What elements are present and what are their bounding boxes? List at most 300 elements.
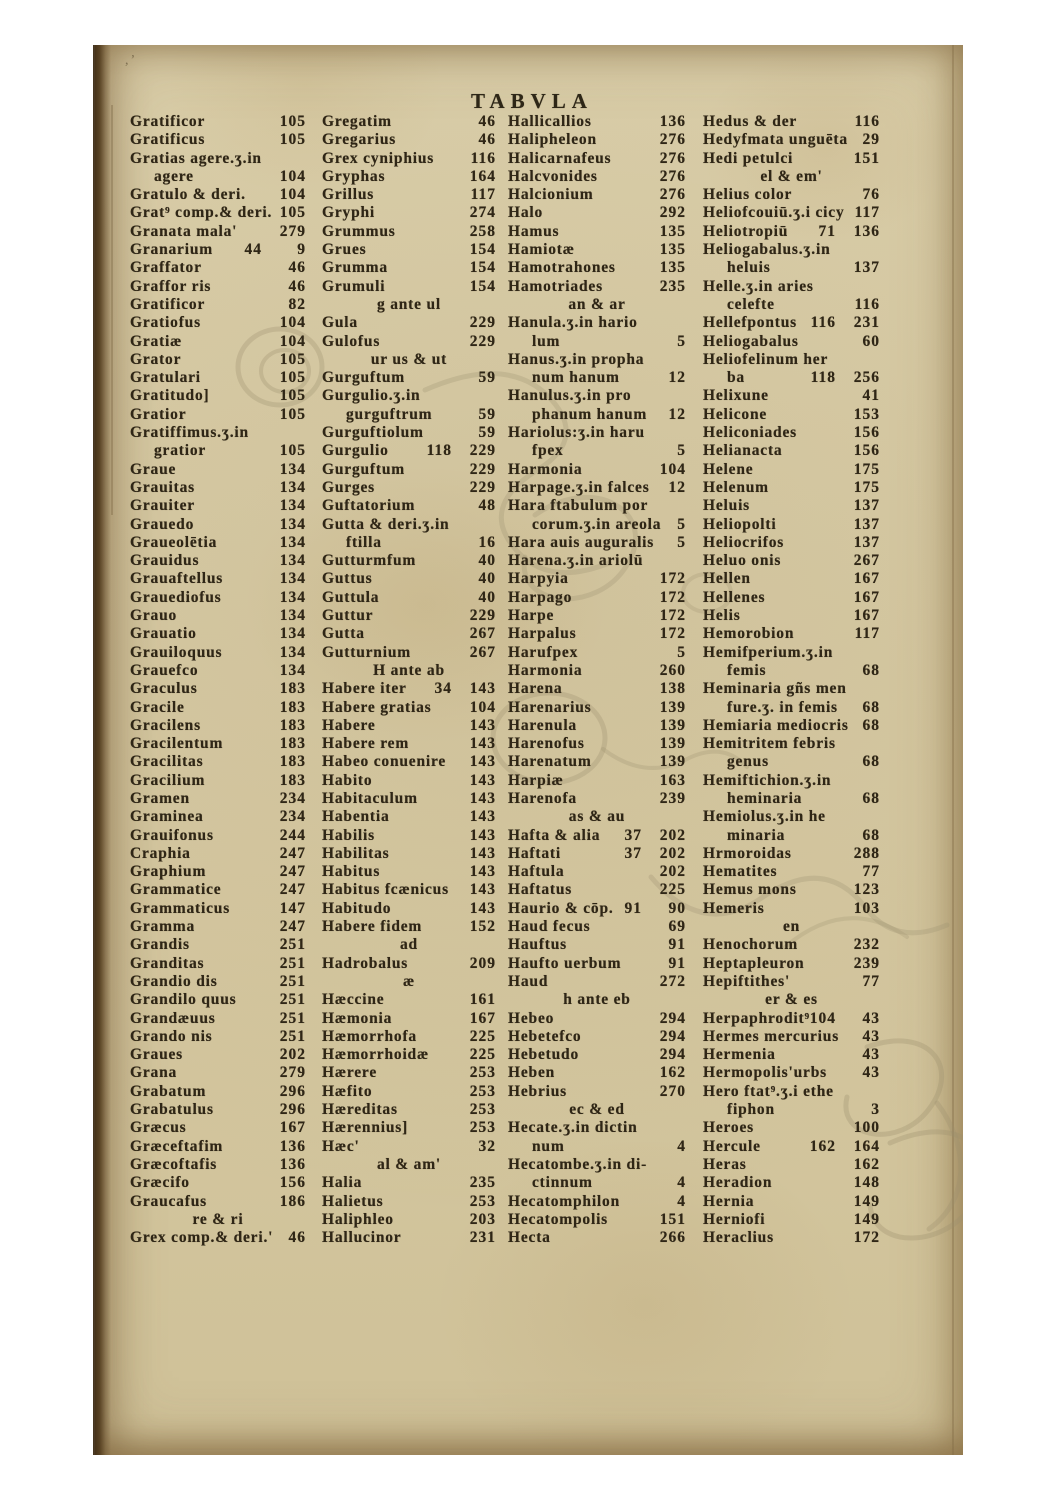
entry-term: Granarium — [130, 241, 213, 259]
entry-term: Haufto uerbum — [508, 954, 622, 972]
entry-page-number: 105 — [279, 387, 306, 405]
index-entry — [130, 881, 306, 899]
entry-page-number: 59 — [478, 405, 496, 423]
index-entry — [322, 150, 496, 168]
entry-page-number: 183 — [279, 716, 306, 734]
index-entry — [130, 936, 306, 954]
entry-term: Gryphi — [322, 204, 376, 222]
entry-term: Harmonia — [508, 460, 583, 478]
entry-page-number: 59 — [478, 424, 496, 442]
entry-term: Herpaphrodit⁹ — [703, 1009, 810, 1027]
entry-term: Hallucinor — [322, 1229, 402, 1247]
entry-term: Grauedo — [130, 515, 195, 533]
index-entry — [322, 333, 496, 351]
entry-page-number: 137 — [853, 515, 880, 533]
entry-page-number: 296 — [279, 1101, 306, 1119]
entry-term: Hemiolus.ʒ.in he — [703, 808, 826, 826]
entry-term: agere — [154, 167, 194, 185]
index-entry — [322, 1064, 496, 1082]
entry-term: Habitus — [322, 863, 381, 881]
entry-term: Grandis — [130, 936, 190, 954]
entry-page-number: 139 — [659, 716, 686, 734]
index-entry — [130, 1083, 306, 1101]
index-entry — [703, 1138, 880, 1156]
index-section-header: H ante ab — [373, 661, 445, 679]
entry-term: Hemitritem febris — [703, 735, 836, 753]
entry-page-number: 29 — [862, 131, 880, 149]
entry-term: genus — [727, 753, 769, 771]
index-entry — [703, 387, 880, 405]
entry-page-number: 251 — [279, 1027, 306, 1045]
entry-term: Grabatum — [130, 1082, 207, 1100]
entry-term: fpex — [532, 442, 564, 460]
index-entry — [703, 589, 880, 607]
entry-term: Gratior — [130, 405, 187, 423]
index-entry — [703, 1156, 880, 1174]
entry-term: Hæccine — [322, 991, 385, 1009]
entry-page-number: 267 — [469, 643, 496, 661]
entry-page-number: 153 — [853, 405, 880, 423]
entry-page-number: 4 — [677, 1192, 686, 1210]
index-entry — [508, 1156, 686, 1174]
entry-page-number: 272 — [659, 972, 686, 990]
entry-page-number: 253 — [469, 1119, 496, 1137]
entry-term: Grauo — [130, 607, 178, 625]
index-entry — [508, 1046, 686, 1064]
index-entry — [703, 936, 880, 954]
entry-term: Gurgulio — [322, 442, 389, 460]
entry-term: Hero ftat⁹.ʒ.i ethe — [703, 1082, 834, 1100]
entry-term: Hecate.ʒ.in dictin — [508, 1119, 638, 1137]
page-edge-right — [952, 45, 954, 1455]
index-entry — [322, 278, 496, 296]
entry-page-number: 149 — [853, 1192, 880, 1210]
entry-term: Grauifonus — [130, 826, 214, 844]
entry-term: Hæc' — [322, 1137, 360, 1155]
index-entry — [703, 662, 880, 680]
index-entry — [508, 351, 686, 369]
index-entry — [130, 406, 306, 424]
entry-page-number: 156 — [853, 424, 880, 442]
index-entry — [322, 461, 496, 479]
entry-page-number: 139 — [659, 698, 686, 716]
entry-term: Heminaria gñs men — [703, 680, 847, 698]
entry-page-number: 68 — [862, 716, 880, 734]
entry-term: Hedus & der — [703, 113, 798, 130]
entry-page-number: 267 — [469, 625, 496, 643]
entry-page-number: 105 — [279, 350, 306, 368]
entry-term: Grammatice — [130, 881, 222, 899]
entry-page-number: 209 — [469, 954, 496, 972]
entry-page-number: 183 — [279, 771, 306, 789]
index-entry — [703, 150, 880, 168]
index-entry — [322, 845, 496, 863]
entry-term: Heben — [508, 1064, 556, 1082]
entry-term: Gratiæ — [130, 332, 183, 350]
index-entry — [703, 680, 880, 698]
entry-page-number: 4 — [677, 1137, 686, 1155]
index-entry — [508, 772, 686, 790]
index-entry — [703, 753, 880, 771]
entry-page-number: 5 — [677, 533, 686, 551]
entry-page-number: 43 — [862, 1046, 880, 1064]
index-section-header: al & am' — [376, 1155, 442, 1173]
entry-term: Grana — [130, 1064, 178, 1082]
index-entry — [703, 351, 880, 369]
entry-page-number: 134 — [279, 588, 306, 606]
index-entry — [508, 1211, 686, 1229]
index-entry — [322, 1174, 496, 1192]
entry-page-number: 103 — [853, 899, 880, 917]
entry-page-number: 229 — [469, 460, 496, 478]
index-section-header: an & ar — [568, 295, 626, 313]
entry-page-number: 260 — [659, 661, 686, 679]
index-entry — [508, 1064, 686, 1082]
entry-term: Habilis — [322, 826, 375, 844]
index-entry — [508, 900, 686, 918]
entry-page-number-secondary: 118 — [426, 442, 452, 460]
entry-term: Guttus — [322, 570, 373, 588]
entry-page-number: 251 — [279, 936, 306, 954]
entry-term: Heliofcouiū.ʒ.i cicy — [703, 204, 845, 222]
entry-page-number: 135 — [659, 259, 686, 277]
index-entry — [703, 1028, 880, 1046]
index-entry — [703, 204, 880, 222]
entry-term: Harpe — [508, 607, 555, 625]
index-entry — [508, 150, 686, 168]
index-entry — [322, 735, 496, 753]
entry-page-number: 69 — [668, 918, 686, 936]
entry-term: Graminea — [130, 808, 204, 826]
index-entry — [703, 1101, 880, 1119]
index-entry — [322, 186, 496, 204]
index-entry — [508, 259, 686, 277]
entry-page-number: 292 — [659, 204, 686, 222]
entry-term: Harenarius — [508, 698, 592, 716]
index-entry — [130, 150, 306, 168]
index-entry — [130, 790, 306, 808]
index-entry — [130, 900, 306, 918]
index-entry — [508, 955, 686, 973]
index-entry — [508, 827, 686, 845]
index-entry — [703, 1174, 880, 1192]
entry-page-number: 5 — [677, 643, 686, 661]
entry-page-number-secondary: 162 — [809, 1137, 836, 1155]
entry-term: Heliconiades — [703, 424, 797, 442]
index-entry — [130, 1119, 306, 1137]
entry-page-number: 16 — [478, 533, 496, 551]
index-section-header: re & ri — [192, 1210, 244, 1228]
entry-page-number: 68 — [862, 826, 880, 844]
entry-term: phanum hanum — [532, 405, 648, 423]
entry-term: Helixune — [703, 387, 769, 405]
entry-page-number: 143 — [469, 826, 496, 844]
index-column-2 — [322, 113, 496, 1247]
entry-term: Harena.ʒ.in ariolū — [508, 552, 644, 570]
entry-page-number: 68 — [862, 753, 880, 771]
index-entry — [130, 223, 306, 241]
entry-page-number: 46 — [478, 131, 496, 149]
entry-term: Grauitas — [130, 478, 195, 496]
entry-term: Hærere — [322, 1064, 378, 1082]
index-entry — [508, 625, 686, 643]
index-entry — [322, 1028, 496, 1046]
index-entry — [703, 406, 880, 424]
entry-page-number: 117 — [854, 625, 880, 643]
index-entry — [508, 1119, 686, 1137]
index-entry — [703, 1064, 880, 1082]
entry-page-number: 136 — [279, 1137, 306, 1155]
index-entry — [130, 314, 306, 332]
entry-page-number: 3 — [871, 1101, 880, 1119]
entry-page-number-secondary: 71 — [818, 222, 836, 240]
entry-page-number: 294 — [659, 1046, 686, 1064]
index-entry — [322, 497, 496, 515]
entry-page-number: 229 — [469, 478, 496, 496]
entry-page-number: 294 — [659, 1027, 686, 1045]
index-entry — [322, 900, 496, 918]
entry-term: Gracilens — [130, 716, 201, 734]
entry-page-number: 231 — [469, 1229, 496, 1247]
entry-page-number: 134 — [279, 497, 306, 515]
index-entry — [703, 552, 880, 570]
entry-page-number: 136 — [659, 113, 686, 130]
entry-term: Hæfito — [322, 1082, 373, 1100]
entry-page-number: 116 — [854, 113, 880, 130]
entry-term: Grandæuus — [130, 1009, 216, 1027]
index-entry — [322, 168, 496, 186]
entry-term: Hamotrahones — [508, 259, 616, 277]
entry-term: Hæmonia — [322, 1009, 393, 1027]
entry-term: Grummus — [322, 222, 396, 240]
entry-term: Habere gratias — [322, 698, 432, 716]
entry-term: Helicone — [703, 405, 768, 423]
index-entry — [322, 1211, 496, 1229]
entry-term: Hellenes — [703, 588, 766, 606]
index-entry — [508, 534, 686, 552]
entry-term: Gratitudo] — [130, 387, 210, 405]
entry-page-number: 68 — [862, 698, 880, 716]
index-entry — [322, 369, 496, 387]
entry-term: Hermenia — [703, 1046, 776, 1064]
entry-term: fiphon — [727, 1101, 775, 1119]
entry-page-number: 154 — [469, 259, 496, 277]
index-entry — [508, 223, 686, 241]
entry-term: Habere iter — [322, 680, 407, 698]
entry-page-number: 143 — [469, 789, 496, 807]
entry-term: Harpago — [508, 588, 573, 606]
index-entry — [130, 753, 306, 771]
index-entry — [703, 442, 880, 460]
index-entry — [703, 845, 880, 863]
entry-term: Graffator — [130, 259, 202, 277]
entry-term: corum.ʒ.in areola — [532, 515, 662, 533]
entry-term: Gulofus — [322, 332, 381, 350]
index-entry — [508, 607, 686, 625]
entry-term: Grumma — [322, 259, 388, 277]
index-entry — [130, 863, 306, 881]
index-entry — [703, 570, 880, 588]
index-entry — [322, 1046, 496, 1064]
entry-page-number: 40 — [478, 552, 496, 570]
index-entry — [322, 387, 496, 405]
entry-term: Gracilium — [130, 771, 206, 789]
entry-page-number: 172 — [659, 625, 686, 643]
index-entry — [508, 479, 686, 497]
index-entry — [508, 168, 686, 186]
index-entry — [322, 516, 496, 534]
index-entry — [130, 1064, 306, 1082]
index-entry — [322, 570, 496, 588]
entry-term: Halcionium — [508, 186, 594, 204]
index-entry — [508, 680, 686, 698]
entry-term: ba — [727, 369, 745, 387]
entry-term: Hara auis auguralis — [508, 533, 655, 551]
entry-term: Habentia — [322, 808, 390, 826]
index-section-header: h ante eb — [563, 991, 631, 1009]
index-column-1 — [130, 113, 306, 1247]
entry-term: gurguftrum — [346, 405, 433, 423]
index-entry — [508, 516, 686, 534]
index-entry — [322, 1193, 496, 1211]
entry-page-number: 143 — [469, 716, 496, 734]
entry-page-number: 68 — [862, 661, 880, 679]
entry-page-number: 143 — [469, 899, 496, 917]
entry-term: Hadrobalus — [322, 954, 409, 972]
entry-page-number: 172 — [659, 607, 686, 625]
entry-term: minaria — [727, 826, 786, 844]
entry-term: Helenum — [703, 478, 769, 496]
index-section-header: as & au — [568, 808, 626, 826]
index-section-header: el & em' — [760, 167, 823, 185]
entry-term: Grillus — [322, 186, 375, 204]
index-entry — [130, 479, 306, 497]
entry-page-number: 143 — [469, 753, 496, 771]
entry-page-number: 167 — [853, 588, 880, 606]
entry-page-number: 48 — [478, 497, 496, 515]
index-entry — [703, 1229, 880, 1247]
entry-page-number-secondary: 44 — [244, 241, 262, 259]
entry-page-number: 162 — [853, 1155, 880, 1173]
index-entry — [508, 662, 686, 680]
entry-page-number: 5 — [677, 442, 686, 460]
entry-term: Haurio & cōp. — [508, 899, 614, 917]
entry-page-number: 105 — [279, 369, 306, 387]
entry-term: Gregatim — [322, 113, 392, 130]
entry-page-number: 137 — [853, 259, 880, 277]
index-entry — [322, 955, 496, 973]
index-entry — [322, 406, 496, 424]
entry-page-number: 134 — [279, 625, 306, 643]
entry-page-number: 46 — [288, 1229, 306, 1247]
index-entry — [508, 552, 686, 570]
entry-term: num — [532, 1137, 565, 1155]
entry-term: Gratulo & deri. — [130, 186, 246, 204]
entry-term: Graucafus — [130, 1192, 207, 1210]
index-entry — [703, 955, 880, 973]
entry-term: Grat⁹ comp.& deri. — [130, 204, 273, 222]
index-entry — [508, 1028, 686, 1046]
entry-term: Haliphleo — [322, 1210, 394, 1228]
index-entry — [508, 204, 686, 222]
entry-page-number: 147 — [279, 899, 306, 917]
entry-page-number: 152 — [469, 918, 496, 936]
entry-page-number: 104 — [279, 186, 306, 204]
entry-term: Gratiofus — [130, 314, 201, 332]
entry-term: Gurguftiolum — [322, 424, 424, 442]
entry-term: Hamiotæ — [508, 241, 575, 259]
entry-page-number: 244 — [279, 826, 306, 844]
entry-page-number: 105 — [279, 442, 306, 460]
index-entry — [130, 717, 306, 735]
entry-term: gratior — [154, 442, 207, 460]
index-entry — [130, 808, 306, 826]
entry-page-number: 279 — [279, 222, 306, 240]
entry-page-number: 251 — [279, 954, 306, 972]
entry-term: Grator — [130, 350, 182, 368]
index-entry — [703, 1046, 880, 1064]
entry-term: Habere rem — [322, 735, 410, 753]
entry-page-number: 100 — [853, 1119, 880, 1137]
entry-page-number: 229 — [469, 607, 496, 625]
entry-term: Harpalus — [508, 625, 577, 643]
entry-term: Graphium — [130, 863, 207, 881]
index-entry — [130, 662, 306, 680]
entry-term: Halicarnafeus — [508, 149, 612, 167]
index-entry — [322, 918, 496, 936]
entry-term: Heraclius — [703, 1229, 774, 1247]
entry-page-number: 76 — [862, 186, 880, 204]
index-entry — [130, 552, 306, 570]
index-entry — [130, 918, 306, 936]
index-entry — [322, 753, 496, 771]
entry-page-number: 137 — [853, 497, 880, 515]
entry-page-number: 105 — [279, 131, 306, 149]
entry-term: Grauiloquus — [130, 643, 223, 661]
entry-page-number: 163 — [659, 771, 686, 789]
entry-page-number: 41 — [862, 387, 880, 405]
entry-page-number: 225 — [469, 1027, 496, 1045]
index-entry — [322, 442, 496, 460]
index-entry — [322, 717, 496, 735]
index-entry — [130, 1156, 306, 1174]
entry-term: Hecatombe.ʒ.in di- — [508, 1155, 648, 1173]
entry-page-number: 12 — [668, 405, 686, 423]
index-entry — [703, 717, 880, 735]
index-entry — [508, 1010, 686, 1028]
entry-term: Hanulus.ʒ.in pro — [508, 387, 632, 405]
entry-page-number: 232 — [853, 936, 880, 954]
entry-page-number: 143 — [469, 680, 496, 698]
index-entry — [130, 955, 306, 973]
index-entry — [322, 991, 496, 1009]
entry-term: Hafta & alia — [508, 826, 601, 844]
entry-term: num hanum — [532, 369, 620, 387]
index-section-header: ad — [400, 936, 418, 954]
entry-page-number-secondary: 91 — [624, 899, 642, 917]
entry-term: Heradion — [703, 1174, 773, 1192]
entry-term: Hauftus — [508, 936, 568, 954]
entry-term: Hara ftabulum por — [508, 497, 649, 515]
index-entry — [508, 881, 686, 899]
index-entry — [703, 772, 880, 790]
entry-page-number: 82 — [288, 295, 306, 313]
entry-term: Hebetudo — [508, 1046, 579, 1064]
entry-term: Hemus mons — [703, 881, 797, 899]
entry-page-number: 183 — [279, 735, 306, 753]
entry-term: Grandio dis — [130, 972, 218, 990]
entry-term: Hemorobion — [703, 625, 795, 643]
